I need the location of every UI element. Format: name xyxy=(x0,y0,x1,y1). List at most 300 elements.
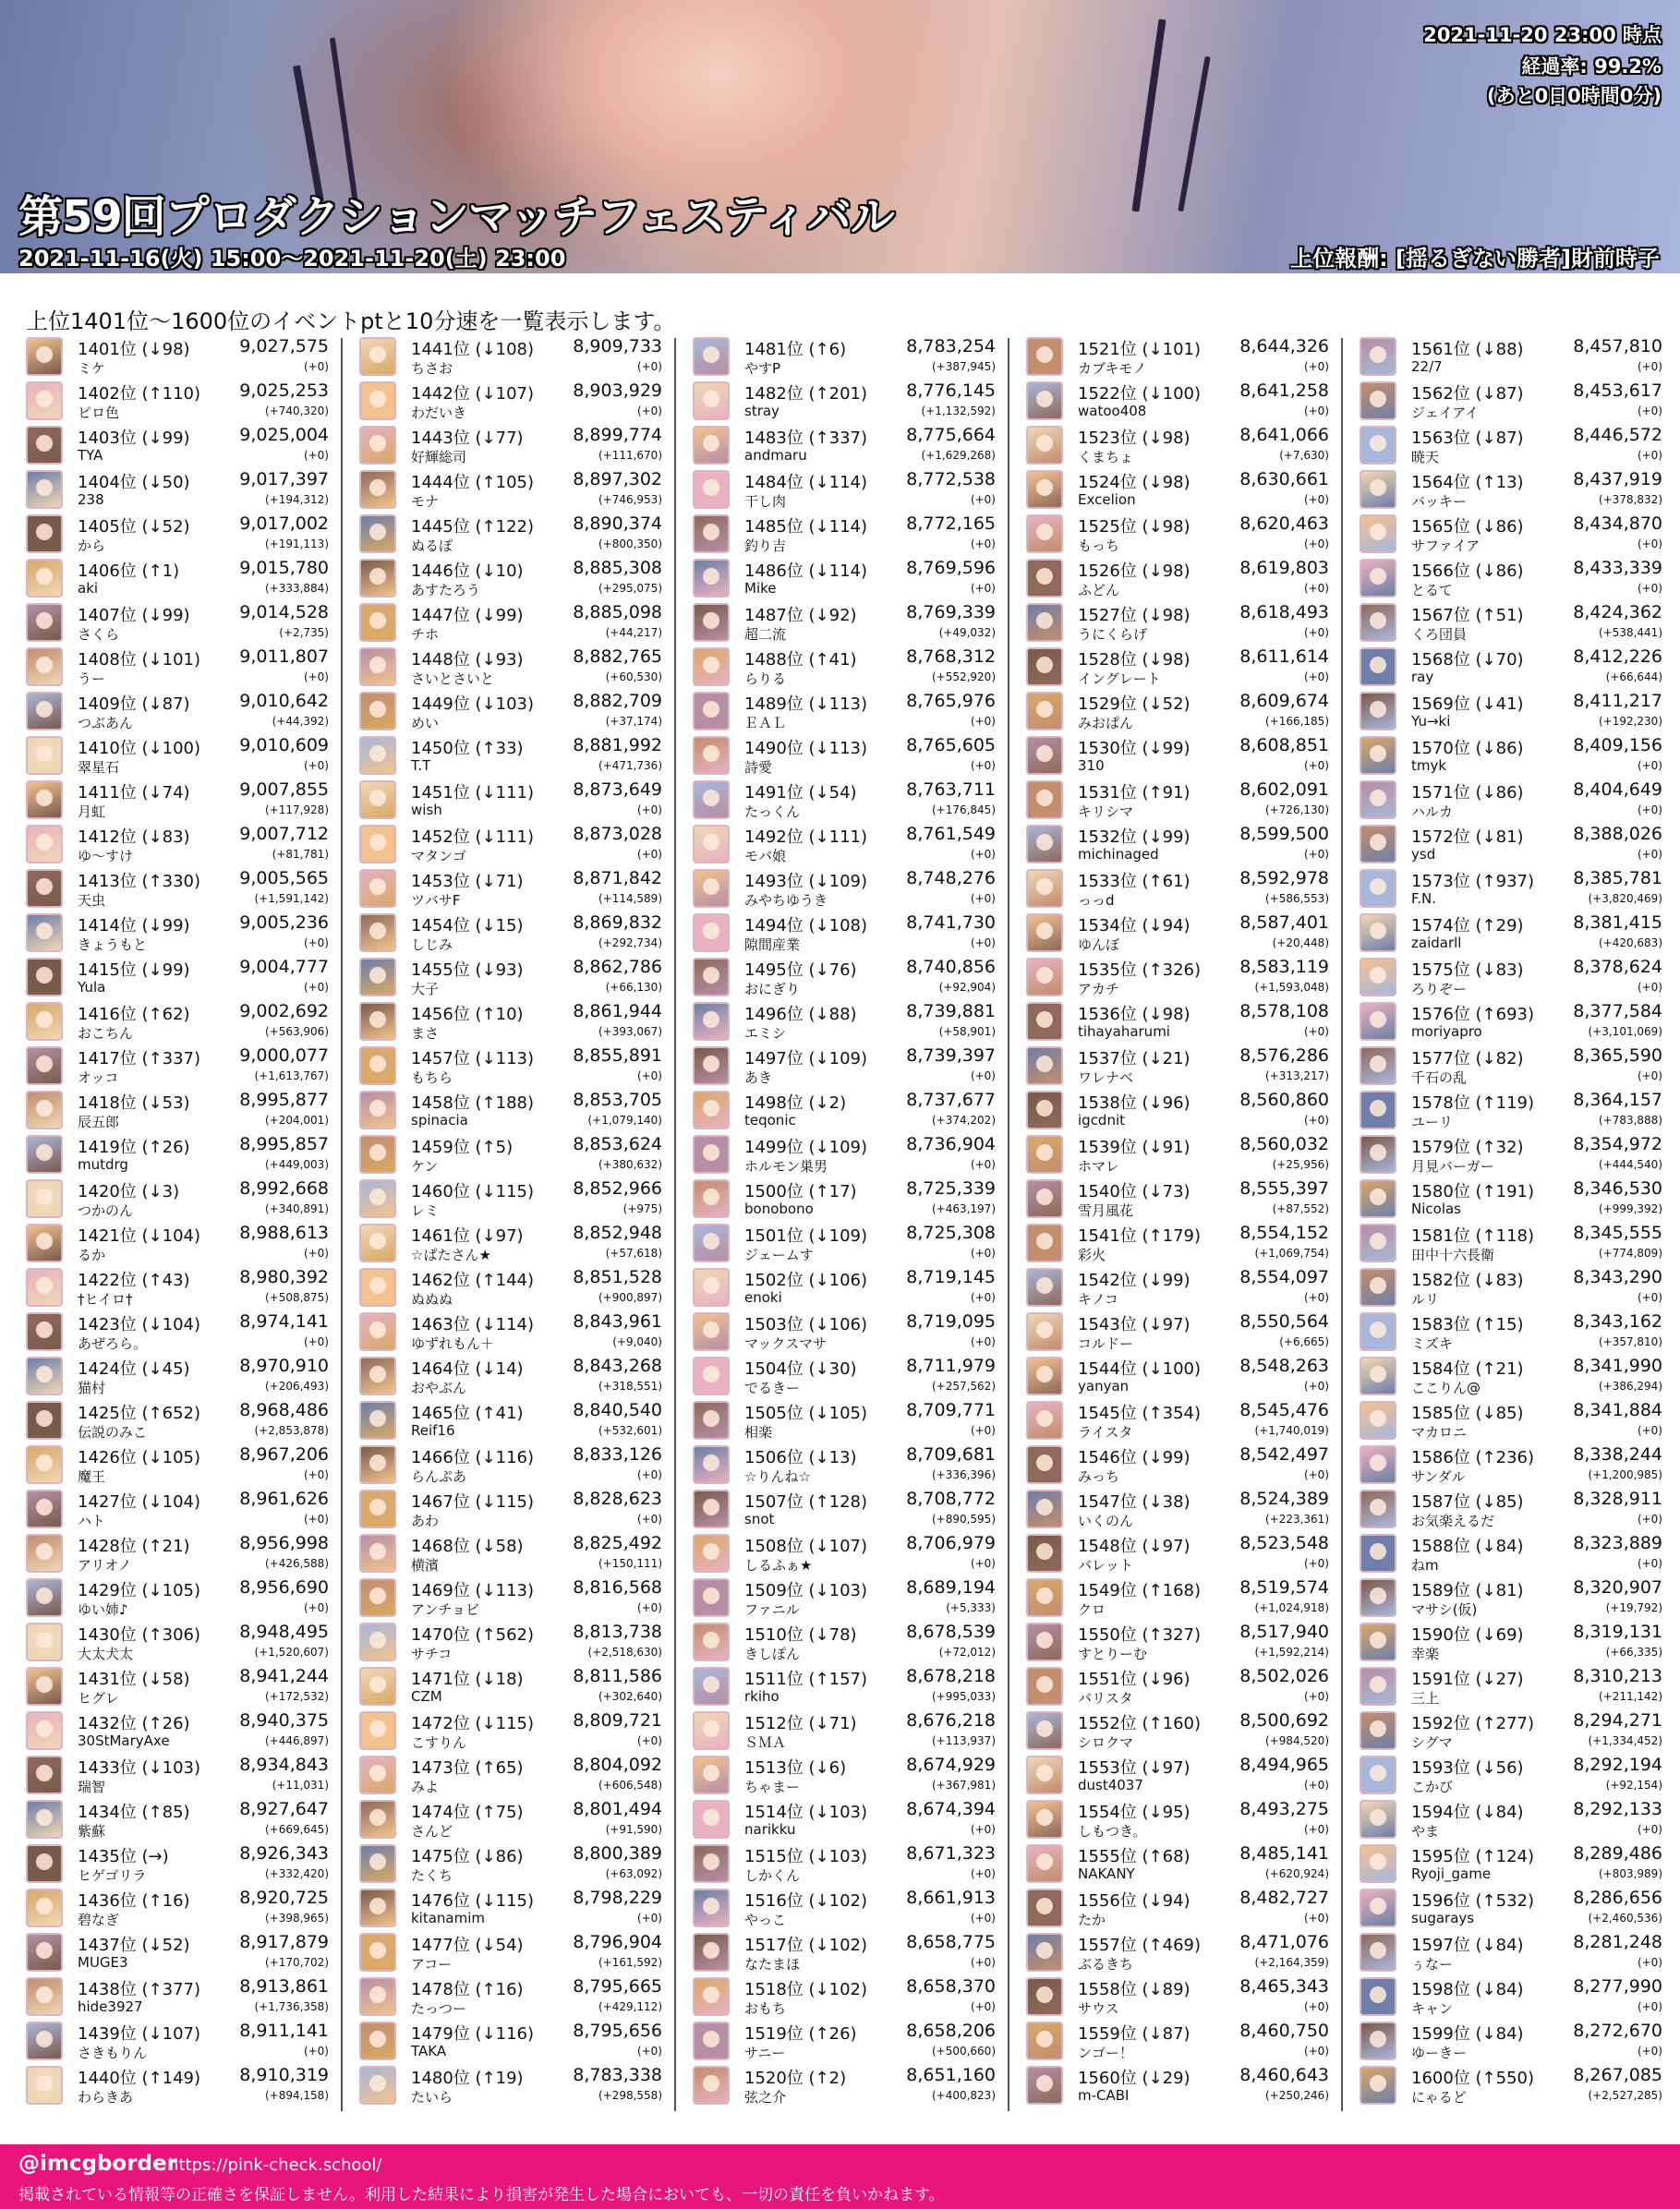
entry-rank: 1503位 (↓106) xyxy=(744,1315,868,1334)
ranking-entry xyxy=(1358,600,1662,645)
entry-speed: (+890,595) xyxy=(931,1513,996,1526)
idol-avatar-icon xyxy=(26,692,63,730)
entry-rank: 1510位 (↓78) xyxy=(744,1625,857,1645)
entry-rank: 1555位 (↑68) xyxy=(1078,1847,1191,1866)
entry-rank: 1493位 (↓109) xyxy=(744,872,868,891)
idol-avatar-icon xyxy=(26,1224,63,1262)
banner-ornament xyxy=(1178,56,1210,211)
ranking-entry xyxy=(691,1487,996,1531)
entry-name: watoo408 xyxy=(1078,403,1147,419)
entry-speed: (+387,945) xyxy=(931,360,996,373)
idol-avatar-icon xyxy=(1026,1844,1063,1883)
entry-rank: 1459位 (↑5) xyxy=(411,1138,514,1157)
entry-rank: 1515位 (↓103) xyxy=(744,1847,868,1866)
ranking-entry xyxy=(1024,467,1329,512)
idol-avatar-icon xyxy=(1360,1623,1396,1661)
ranking-entry xyxy=(691,1575,996,1620)
idol-avatar-icon xyxy=(1026,1711,1063,1750)
idol-avatar-icon xyxy=(359,780,396,819)
idol-avatar-icon xyxy=(26,1135,63,1174)
entry-name: 伝説のみこ xyxy=(78,1424,148,1441)
entry-rank: 1504位 (↓30) xyxy=(744,1359,857,1379)
entry-rank: 1467位 (↓115) xyxy=(411,1492,535,1512)
entry-speed: (+44,392) xyxy=(272,715,329,728)
entry-score: 8,775,664 xyxy=(906,425,996,445)
entry-score: 8,437,919 xyxy=(1573,469,1662,489)
entry-name: さくら xyxy=(78,626,120,643)
entry-name: シロクマ xyxy=(1078,1734,1134,1751)
ranking-entry xyxy=(24,1310,329,1354)
entry-speed: (+1,520,607) xyxy=(254,1646,329,1659)
entry-score: 8,956,690 xyxy=(239,1577,329,1598)
ranking-entry xyxy=(24,2063,329,2107)
entry-rank: 1439位 (↓107) xyxy=(78,2024,201,2044)
entry-speed: (+444,540) xyxy=(1598,1158,1662,1171)
idol-avatar-icon xyxy=(1026,958,1063,996)
idol-avatar-icon xyxy=(1026,1800,1063,1839)
entry-speed: (+446,897) xyxy=(264,1734,329,1747)
entry-name: レミ xyxy=(411,1202,440,1219)
event-period: 2021-11-16(火) 15:00～2021-11-20(土) 23:00 xyxy=(18,246,566,272)
idol-avatar-icon xyxy=(1360,470,1396,509)
entry-score: 9,007,855 xyxy=(239,779,329,800)
entry-name: たか xyxy=(1078,1912,1106,1928)
entry-rank: 1581位 (↑118) xyxy=(1411,1226,1535,1246)
idol-avatar-icon xyxy=(26,1623,63,1661)
idol-avatar-icon xyxy=(1360,337,1396,376)
entry-speed: (+400,823) xyxy=(931,2089,996,2102)
entry-name: m-CABI xyxy=(1078,2087,1130,2104)
entry-name: tihayaharumi xyxy=(1078,1023,1170,1040)
idol-avatar-icon xyxy=(26,1357,63,1395)
entry-rank: 1494位 (↓108) xyxy=(744,916,868,936)
ranking-entry xyxy=(1024,1177,1329,1221)
entry-score: 8,678,539 xyxy=(906,1622,996,1642)
entry-speed: (+0) xyxy=(1637,981,1662,994)
idol-avatar-icon xyxy=(1026,1135,1063,1174)
entry-name: みやちゆうき xyxy=(744,892,828,909)
entry-score: 9,015,780 xyxy=(239,558,329,578)
ranking-entry xyxy=(1358,1265,1662,1310)
entry-speed: (+471,736) xyxy=(598,759,662,772)
entry-rank: 1488位 (↑41) xyxy=(744,650,857,670)
entry-rank: 1421位 (↓104) xyxy=(78,1226,201,1246)
idol-avatar-icon xyxy=(693,1844,730,1883)
entry-name: こすりん xyxy=(411,1734,467,1751)
entry-speed: (+0) xyxy=(303,2045,329,2058)
entry-speed: (+606,548) xyxy=(598,1779,662,1792)
ranking-entry xyxy=(24,1398,329,1442)
entry-speed: (+620,924) xyxy=(1264,1867,1329,1880)
entry-name: sugarays xyxy=(1411,1910,1475,1926)
entry-score: 8,267,085 xyxy=(1573,2065,1662,2085)
entry-speed: (+0) xyxy=(1637,2000,1662,2013)
idol-avatar-icon xyxy=(26,1756,63,1794)
entry-speed: (+0) xyxy=(303,759,329,772)
entry-score: 8,772,165 xyxy=(906,513,996,534)
entry-name: 雪月風花 xyxy=(1078,1202,1134,1219)
entry-name: つぶあん xyxy=(78,715,134,731)
entry-speed: (+117,928) xyxy=(264,803,329,816)
entry-name: ゆんぼ xyxy=(1078,936,1120,953)
idol-avatar-icon xyxy=(26,1933,63,1972)
entry-rank: 1453位 (↓71) xyxy=(411,872,524,891)
entry-score: 8,345,555 xyxy=(1573,1223,1662,1243)
entry-score: 8,310,213 xyxy=(1573,1666,1662,1686)
ranking-entry xyxy=(1358,1974,1662,2019)
entry-score: 8,890,374 xyxy=(573,513,662,534)
entry-speed: (+0) xyxy=(970,1956,996,1969)
entry-rank: 1558位 (↓89) xyxy=(1078,1980,1191,1999)
entry-name: らんぷあ xyxy=(411,1468,467,1485)
entry-rank: 1584位 (↑21) xyxy=(1411,1359,1524,1379)
entry-name: 22/7 xyxy=(1411,358,1443,375)
entry-speed: (+393,067) xyxy=(598,1025,662,1038)
idol-avatar-icon xyxy=(1026,1002,1063,1041)
entry-rank: 1562位 (↓87) xyxy=(1411,384,1524,404)
entry-score: 9,005,236 xyxy=(239,912,329,933)
idol-avatar-icon xyxy=(26,603,63,642)
entry-rank: 1537位 (↓21) xyxy=(1078,1049,1191,1068)
entry-speed: (+2,735) xyxy=(279,626,329,639)
entry-speed: (+6,665) xyxy=(1279,1335,1329,1348)
entry-name: zaidarll xyxy=(1411,935,1462,951)
entry-name: 大子 xyxy=(411,981,440,997)
entry-rank: 1437位 (↓52) xyxy=(78,1936,190,1955)
entry-speed: (+161,592) xyxy=(598,1956,662,1969)
entry-speed: (+669,645) xyxy=(264,1823,329,1836)
idol-avatar-icon xyxy=(1026,1933,1063,1972)
entry-rank: 1473位 (↑65) xyxy=(411,1758,524,1778)
ranking-entry xyxy=(24,1265,329,1310)
entry-rank: 1466位 (↓116) xyxy=(411,1448,535,1467)
ranking-entry xyxy=(1358,1531,1662,1575)
entry-rank: 1560位 (↓29) xyxy=(1078,2069,1191,2088)
entry-name: サチコ xyxy=(411,1646,453,1662)
ranking-entry xyxy=(691,1398,996,1442)
idol-avatar-icon xyxy=(693,1401,730,1440)
entry-score: 8,897,302 xyxy=(573,469,662,489)
entry-speed: (+1,334,452) xyxy=(1588,1734,1662,1747)
entry-rank: 1416位 (↑62) xyxy=(78,1005,190,1024)
ranking-entry xyxy=(357,1797,662,1841)
entry-score: 8,343,162 xyxy=(1573,1311,1662,1332)
entry-name: ゆずれもん＋ xyxy=(411,1335,495,1352)
entry-rank: 1418位 (↓53) xyxy=(78,1093,190,1113)
entry-rank: 1522位 (↓100) xyxy=(1078,384,1202,404)
entry-speed: (+1,629,268) xyxy=(921,449,996,462)
entry-speed: (+2,164,359) xyxy=(1254,1956,1329,1969)
idol-avatar-icon xyxy=(359,381,396,420)
entry-rank: 1454位 (↓15) xyxy=(411,916,524,936)
entry-speed: (+0) xyxy=(1637,360,1662,373)
idol-avatar-icon xyxy=(359,1711,396,1750)
ranking-columns xyxy=(24,334,1662,2115)
entry-rank: 1549位 (↑168) xyxy=(1078,1581,1202,1600)
entry-score: 8,560,860 xyxy=(1239,1090,1329,1110)
ranking-entry xyxy=(24,955,329,999)
ranking-entry xyxy=(357,1044,662,1088)
entry-rank: 1435位 (→) xyxy=(78,1847,169,1866)
ranking-entry xyxy=(1024,1044,1329,1088)
ranking-entry xyxy=(1024,911,1329,955)
entry-rank: 1517位 (↓102) xyxy=(744,1936,868,1955)
idol-avatar-icon xyxy=(1360,603,1396,642)
entry-name: とるて xyxy=(1411,582,1453,598)
entry-score: 8,988,613 xyxy=(239,1223,329,1243)
entry-score: 8,560,032 xyxy=(1239,1134,1329,1154)
idol-avatar-icon xyxy=(1360,1357,1396,1395)
entry-rank: 1424位 (↓45) xyxy=(78,1359,190,1379)
ranking-entry xyxy=(1024,999,1329,1044)
entry-score: 8,719,145 xyxy=(906,1267,996,1287)
idol-avatar-icon xyxy=(693,1756,730,1794)
idol-avatar-icon xyxy=(26,1091,63,1129)
entry-score: 8,658,370 xyxy=(906,1976,996,1997)
entry-score: 8,412,226 xyxy=(1573,646,1662,667)
entry-name: ここりん@ xyxy=(1411,1380,1481,1396)
entry-score: 8,769,596 xyxy=(906,558,996,578)
entry-speed: (+0) xyxy=(303,1513,329,1526)
entry-speed: (+0) xyxy=(970,715,996,728)
entry-score: 8,578,108 xyxy=(1239,1001,1329,1021)
ranking-entry xyxy=(691,999,996,1044)
entry-rank: 1559位 (↓87) xyxy=(1078,2024,1191,2044)
entry-score: 8,523,548 xyxy=(1239,1533,1329,1553)
entry-rank: 1533位 (↑61) xyxy=(1078,872,1191,891)
idol-avatar-icon xyxy=(1026,1889,1063,1927)
entry-score: 8,542,497 xyxy=(1239,1444,1329,1465)
entry-score: 9,005,565 xyxy=(239,868,329,888)
ranking-entry xyxy=(1358,1088,1662,1132)
site-link[interactable]: https://pink-check.school/ xyxy=(168,2155,382,2175)
entry-score: 8,619,803 xyxy=(1239,558,1329,578)
entry-rank: 1486位 (↓114) xyxy=(744,561,868,581)
idol-avatar-icon xyxy=(693,1711,730,1750)
entry-speed: (+0) xyxy=(1303,1779,1329,1792)
entry-name: rkiho xyxy=(744,1688,780,1705)
entry-name: 超二流 xyxy=(744,626,787,643)
entry-name: カブキモノ xyxy=(1078,360,1147,377)
entry-speed: (+0) xyxy=(636,803,662,816)
ranking-entry xyxy=(357,1177,662,1221)
entry-score: 8,709,681 xyxy=(906,1444,996,1465)
entry-rank: 1502位 (↓106) xyxy=(744,1271,868,1290)
entry-score: 8,843,961 xyxy=(573,1311,662,1332)
entry-speed: (+0) xyxy=(970,1557,996,1570)
entry-name: しじみ xyxy=(411,936,453,953)
idol-avatar-icon xyxy=(359,825,396,863)
entry-name: michinaged xyxy=(1078,846,1159,863)
entry-rank: 1512位 (↓71) xyxy=(744,1714,857,1733)
ranking-entry xyxy=(24,1664,329,1708)
ranking-entry xyxy=(24,733,329,778)
entry-speed: (+783,888) xyxy=(1598,1114,1662,1127)
ranking-entry xyxy=(1024,1841,1329,1886)
entry-score: 8,798,229 xyxy=(573,1888,662,1908)
entry-name: ジェームす xyxy=(744,1247,814,1263)
ranking-entry xyxy=(357,999,662,1044)
entry-score: 8,903,929 xyxy=(573,380,662,401)
time-remaining: (あと0日0時間0分) xyxy=(1486,85,1662,107)
ranking-entry xyxy=(1024,1531,1329,1575)
entry-rank: 1477位 (↓54) xyxy=(411,1936,524,1955)
entry-rank: 1428位 (↑21) xyxy=(78,1537,190,1556)
ranking-entry xyxy=(1024,600,1329,645)
entry-rank: 1442位 (↓107) xyxy=(411,384,535,404)
entry-name: しかくん xyxy=(744,1867,801,1884)
entry-name: あき xyxy=(744,1069,773,1086)
idol-avatar-icon xyxy=(1360,1800,1396,1839)
entry-speed: (+87,552) xyxy=(1272,1202,1329,1215)
entry-score: 8,885,098 xyxy=(573,602,662,622)
entry-name: ゆい姉♪ xyxy=(78,1601,128,1618)
idol-avatar-icon xyxy=(693,692,730,730)
entry-speed: (+11,031) xyxy=(272,1779,329,1792)
entry-score: 8,641,066 xyxy=(1239,425,1329,445)
entry-rank: 1447位 (↓99) xyxy=(411,606,524,625)
ranking-entry xyxy=(24,1442,329,1487)
entry-score: 9,025,253 xyxy=(239,380,329,401)
entry-score: 8,709,771 xyxy=(906,1400,996,1420)
ranking-entry xyxy=(24,423,329,467)
entry-score: 8,761,549 xyxy=(906,824,996,844)
entry-rank: 1518位 (↓102) xyxy=(744,1980,868,1999)
idol-avatar-icon xyxy=(693,1357,730,1395)
entry-score: 8,869,832 xyxy=(573,912,662,933)
entry-rank: 1590位 (↓69) xyxy=(1411,1625,1524,1645)
entry-rank: 1556位 (↓94) xyxy=(1078,1891,1191,1911)
ranking-entry xyxy=(691,512,996,556)
status-time: 2021-11-20 23:00 時点 xyxy=(1423,24,1662,46)
entry-speed: (+206,493) xyxy=(264,1380,329,1393)
ranking-entry xyxy=(1024,822,1329,866)
ranking-entry xyxy=(357,1974,662,2019)
entry-name: ゆ～すけ xyxy=(78,848,134,864)
entry-name: 翠星石 xyxy=(78,759,120,776)
idol-avatar-icon xyxy=(1026,337,1063,376)
ranking-entry xyxy=(1024,1265,1329,1310)
ranking-entry xyxy=(357,1132,662,1177)
entry-name: Yula xyxy=(78,979,106,996)
entry-rank: 1475位 (↓86) xyxy=(411,1847,524,1866)
entry-rank: 1404位 (↓50) xyxy=(78,473,190,492)
ranking-entry xyxy=(1358,1930,1662,1974)
idol-avatar-icon xyxy=(1360,1135,1396,1174)
entry-score: 8,934,843 xyxy=(239,1755,329,1775)
entry-name: もちら xyxy=(411,1069,453,1086)
entry-name: 幸楽 xyxy=(1411,1646,1440,1662)
entry-speed: (+91,590) xyxy=(605,1823,662,1836)
idol-avatar-icon xyxy=(1360,559,1396,598)
entry-speed: (+114,589) xyxy=(598,892,662,905)
entry-score: 8,853,705 xyxy=(573,1090,662,1110)
ranking-entry xyxy=(357,2019,662,2063)
entry-name: 大太犬太 xyxy=(78,1646,134,1662)
entry-name: bonobono xyxy=(744,1201,814,1217)
entry-speed: (+204,001) xyxy=(264,1114,329,1127)
entry-speed: (+192,230) xyxy=(1598,715,1662,728)
entry-speed: (+0) xyxy=(970,1424,996,1437)
entry-rank: 1577位 (↓82) xyxy=(1411,1049,1524,1068)
ranking-entry xyxy=(24,467,329,512)
entry-name: おにぎり xyxy=(744,981,801,997)
entry-score: 8,851,528 xyxy=(573,1267,662,1287)
idol-avatar-icon xyxy=(26,2022,63,2060)
entry-rank: 1426位 (↓105) xyxy=(78,1448,201,1467)
idol-avatar-icon xyxy=(693,647,730,686)
idol-avatar-icon xyxy=(1026,1623,1063,1661)
entry-score: 8,967,206 xyxy=(239,1444,329,1465)
ranking-entry xyxy=(357,1620,662,1664)
entry-name: TYA xyxy=(78,447,103,464)
idol-avatar-icon xyxy=(26,825,63,863)
entry-rank: 1542位 (↓99) xyxy=(1078,1271,1191,1290)
idol-avatar-icon xyxy=(1026,426,1063,465)
idol-avatar-icon xyxy=(26,647,63,686)
entry-score: 8,493,275 xyxy=(1239,1799,1329,1819)
idol-avatar-icon xyxy=(693,1002,730,1041)
ranking-entry xyxy=(691,955,996,999)
idol-avatar-icon xyxy=(26,1711,63,1750)
entry-name: くろ団員 xyxy=(1411,626,1468,643)
entry-rank: 1478位 (↑16) xyxy=(411,1980,524,1999)
entry-name: オッコ xyxy=(78,1069,119,1086)
idol-avatar-icon xyxy=(1360,1002,1396,1041)
banner-ornament xyxy=(1131,18,1166,211)
entry-score: 8,855,891 xyxy=(573,1045,662,1066)
entry-rank: 1408位 (↓101) xyxy=(78,650,201,670)
entry-score: 9,010,642 xyxy=(239,691,329,711)
entry-speed: (+92,154) xyxy=(1605,1779,1662,1792)
entry-speed: (+1,740,019) xyxy=(1254,1424,1329,1437)
entry-rank: 1525位 (↓98) xyxy=(1078,517,1191,537)
column-divider xyxy=(341,338,343,2111)
entry-rank: 1457位 (↓113) xyxy=(411,1049,535,1068)
entry-score: 8,795,656 xyxy=(573,2021,662,2041)
ranking-entry xyxy=(357,1664,662,1708)
entry-name: spinacia xyxy=(411,1112,468,1129)
entry-speed: (+532,601) xyxy=(598,1424,662,1437)
entry-score: 8,765,605 xyxy=(906,735,996,755)
entry-name: お気楽えるだ xyxy=(1411,1513,1495,1529)
ranking-entry xyxy=(1358,512,1662,556)
entry-rank: 1507位 (↑128) xyxy=(744,1492,868,1512)
entry-speed: (+0) xyxy=(1637,848,1662,861)
entry-name: っっd xyxy=(1078,892,1115,909)
ranking-entry xyxy=(691,1310,996,1354)
entry-rank: 1520位 (↑2) xyxy=(744,2069,847,2088)
entry-name: やすP xyxy=(744,360,781,377)
idol-avatar-icon xyxy=(693,1667,730,1706)
entry-speed: (+0) xyxy=(303,449,329,462)
idol-avatar-icon xyxy=(693,337,730,376)
idol-avatar-icon xyxy=(26,514,63,553)
entry-name: 月見バーガー xyxy=(1411,1158,1494,1175)
entry-speed: (+378,832) xyxy=(1598,493,1662,506)
entry-speed: (+975) xyxy=(622,1202,662,1215)
entry-rank: 1444位 (↑105) xyxy=(411,473,535,492)
entry-name: ちさお xyxy=(411,360,453,377)
entry-rank: 1536位 (↓98) xyxy=(1078,1005,1191,1024)
entry-speed: (+2,518,630) xyxy=(587,1646,662,1659)
entry-rank: 1588位 (↓84) xyxy=(1411,1537,1524,1556)
idol-avatar-icon xyxy=(359,1933,396,1972)
ranking-entry xyxy=(1358,1044,1662,1088)
progress-rate: 経過率: 99.2% xyxy=(1521,55,1662,78)
entry-speed: (+49,032) xyxy=(938,626,996,639)
idol-avatar-icon xyxy=(359,1578,396,1617)
